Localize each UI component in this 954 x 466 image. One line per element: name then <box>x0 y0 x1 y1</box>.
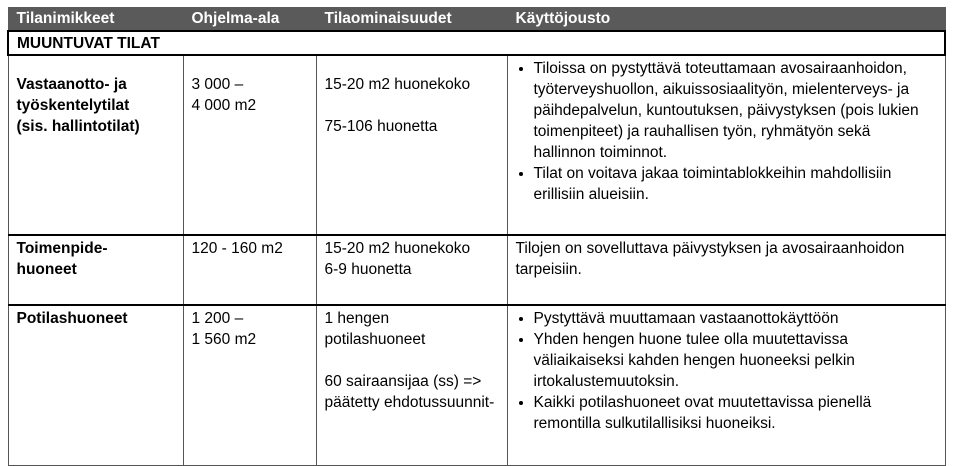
space-properties-cell <box>316 305 507 465</box>
space-name-cell <box>8 305 183 465</box>
space-name-line: Vastaanotto- ja <box>16 76 127 93</box>
area-line: 1 200 – <box>191 310 244 327</box>
property-text: 75-106 huonetta <box>324 118 438 135</box>
program-area-cell <box>183 55 316 235</box>
space-name-cell <box>8 55 183 235</box>
property-text: 15-20 m2 huonekoko <box>324 76 471 93</box>
usage-cell <box>507 235 945 305</box>
space-name-cell <box>8 235 183 305</box>
usage-cell <box>507 55 945 235</box>
usage-item: • Tilat on voitava jakaa toimintablokkeihin mahdollisiin erillisiin alueisiin. <box>534 163 937 205</box>
property-text: 1 hengen potilashuoneet <box>324 310 426 348</box>
space-name-line: (sis. hallintotilat) <box>16 118 140 135</box>
table-row <box>8 55 945 235</box>
usage-list <box>516 308 937 434</box>
program-area-cell <box>183 305 316 465</box>
usage-text: Tilojen on sovelluttava päivystyksen ja avosairaanhoidon tarpeisiin. <box>515 240 905 278</box>
header-space-properties: Tilaominaisuudet <box>316 8 507 32</box>
section-row <box>8 31 945 55</box>
header-usage-flexibility: Käyttöjousto <box>507 8 945 32</box>
space-name-line: Toimenpide- <box>16 240 108 257</box>
property-text: 15-20 m2 huonekoko <box>324 240 471 257</box>
area-line: 3 000 – <box>191 76 244 93</box>
space-name-line: huoneet <box>16 261 77 278</box>
usage-item: • Pystyttävä muuttamaan vastaanottokäyttöön <box>534 308 937 329</box>
table-row <box>8 235 945 305</box>
program-area-cell <box>183 235 316 305</box>
space-name-line: Potilashuoneet <box>16 310 128 327</box>
table-row <box>8 305 945 465</box>
usage-cell <box>507 305 945 465</box>
area-line: 1 560 m2 <box>191 331 257 348</box>
section-title: MUUNTUVAT TILAT <box>8 31 945 55</box>
space-properties-cell <box>316 235 507 305</box>
space-properties-cell <box>316 55 507 235</box>
header-space-name: Tilanimikkeet <box>8 8 183 32</box>
space-program-table <box>7 7 946 466</box>
space-name-line: työskentelytilat <box>16 97 130 114</box>
usage-item: • Yhden hengen huone tulee olla muutettavissa väliaikaiseksi kahden hengen huoneeksi pelkin irtokalustemuutoksin. <box>534 329 937 392</box>
property-text: 6-9 huonetta <box>324 261 412 278</box>
header-row <box>8 8 945 32</box>
usage-item: • Tiloissa on pystyttävä toteuttamaan avosairaanhoidon, työterveyshuollon, aikuissosiaalityön, mielenterveys- ja päihdepalvelun, kuntoutuksen, päivystyksen (pois lukien toimenpiteet) ja rauhallisen työn, ryhmätyön sekä hallinnon toiminnot. <box>534 58 937 163</box>
header-program-area: Ohjelma-ala <box>183 8 316 32</box>
area-line: 4 000 m2 <box>191 97 257 114</box>
usage-item: • Kaikki potilashuoneet ovat muutettavissa pienellä remontilla sulkutilallisiksi huoneiksi. <box>534 392 937 434</box>
usage-list <box>516 58 937 205</box>
property-text: 60 sairaansijaa (ss) => päätetty ehdotussuunnit- <box>324 373 495 411</box>
area-line: 120 - 160 m2 <box>191 240 283 257</box>
